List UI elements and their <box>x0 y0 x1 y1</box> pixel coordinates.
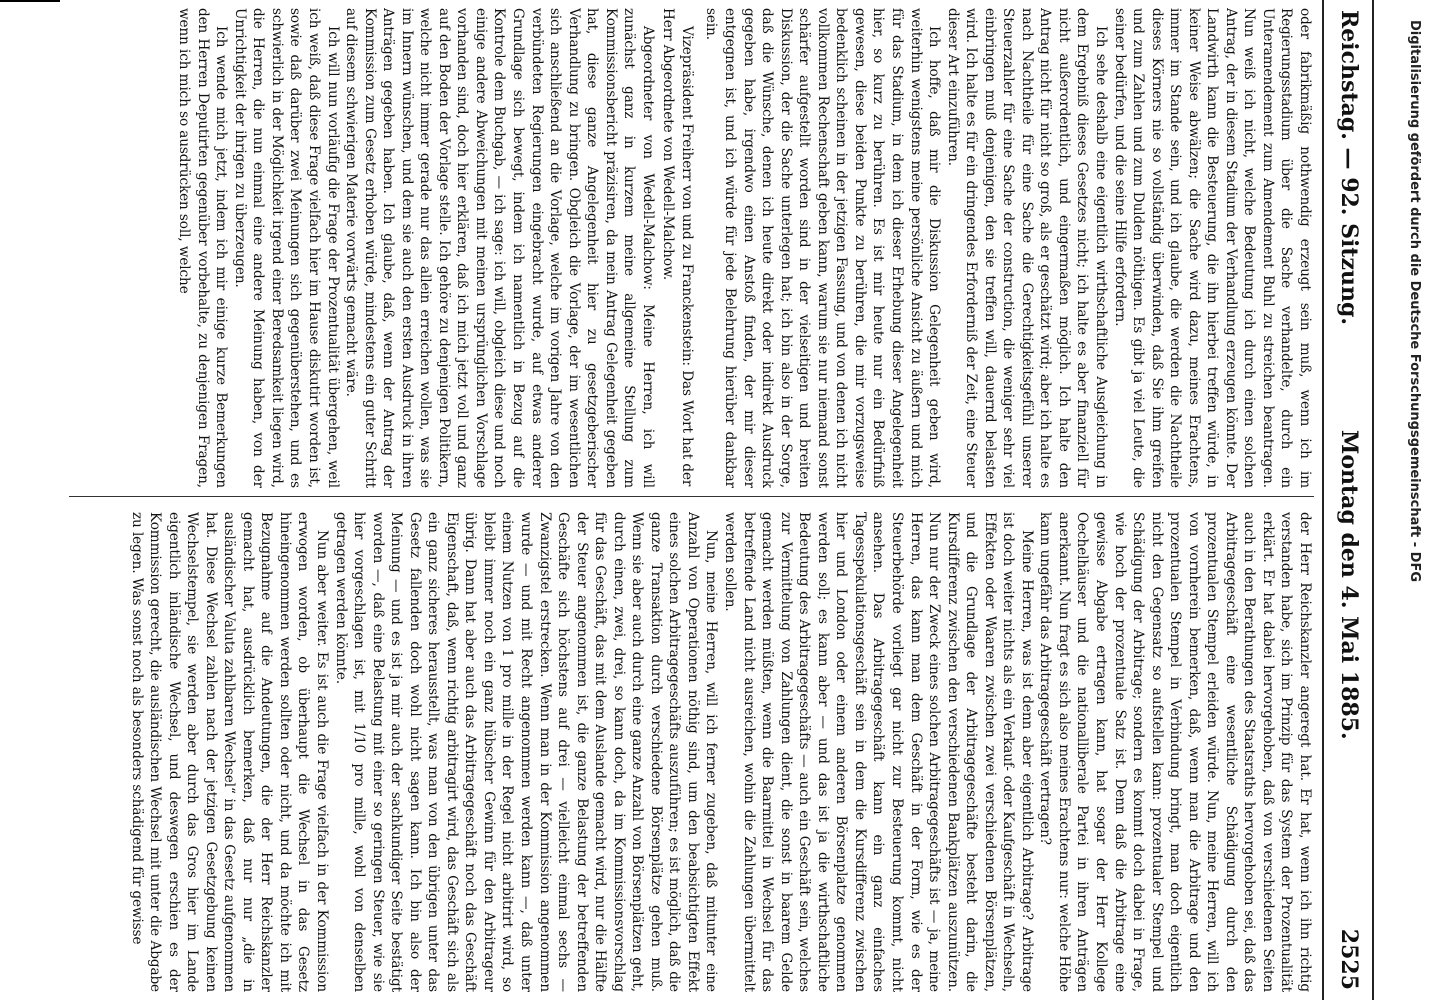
header-bottom-rule <box>1322 0 1324 1000</box>
column-divider <box>69 496 1314 497</box>
right-paragraph-2: Meine Herren, was ist denn aber eigentlich Arbitrage? Arbitrage ist doch weiter nichts als ein Verkauf- oder Kaufgeschäft in Wechseln, Effekten oder Waaren zwischen zwei verschiedenen Börsenplätzen, und die Grundlage der Arbitragegeschäfte besteht darin, die Kursdifferenz zwischen den verschiedenen Bankplätzen auszunützen. Nun nur der Zweck eines solchen Arbitragegeschäfts ist — ja, meine Herren, das kann man dem Geschäft in der Form, wie es der Steuerbehörde vorliegt gar nicht zur Besteuerung kommt, nicht ansehen. Das Arbitragegeschäft kann ein ganz einfaches Tagesspekulationsgeschäft sein in dem die Kursdifferenz zwischen hier und London oder einem anderen Börsenplatze genommen werden soll; es kann aber — und das ist ja die wirthschaftliche Bedeutung des Arbitragegeschäfts — auch ein Geschäft sein, welches zur Vermittelung von Zahlungen dient, die sonst in baarem Gelde gemacht werden müßten, wenn die Baarmittel in Wechsel für das betreffende Land nicht ausreichen, wohin die Zahlungen übermittelt werden sollen. <box>722 512 1035 992</box>
left-paragraph-1: oder fabrikmäßig nothwendig erzeugt sein muß, wenn ich im Regierungsstadium über die Sache verhandelte, durch ein Unteramendement zum Amendement Buhl zu streichen beantragen. Nun weiß ich nicht, welche Bedeutung ich durch einen solchen Antrag, der in diesem Stadium der Verhandlung erzeugen könnte. Der Landwirth kann die Besteuerung, die ihn hierbei treffen würde, in keiner Weise abwälzen; die Sache wird dazu, meines Erachtens, immer im Stande sein, und ich glaube, die werden die Nachtheile dieses Körners nie so vollständig überwinden, daß Sie ihm greifen und zum Zahlen und zum Dulden nöthigen. Es gibt ja viel Leute, die seiner bedürfen, und die seine Hilfe erfordern. <box>1111 8 1313 488</box>
speaker-intro: Vizepräsident Freiherr von und zu Franckenstein: Das Wort hat der Herr Abgeordnete von Wedell-Malchow. <box>660 8 695 487</box>
left-paragraph-2: Ich sehe deshalb eine eigentlich wirthschaftliche Ausgleichung in dem Ergebniß dieses Gesetzes nicht; ich halte es aber finanziell für nicht außerordentlich, und eingermaßen möglich. Ich halte den Antrag nicht für nicht so groß, als er geschätzt wird; aber ich halte es nach Nachtheile für eine Sache die Gerechtigkeitsgefühl unserer Steuerzahler für eine Sache der construction, die weniger sehr viel einbringen muß denjenigen, den sie treffen will, dauernd belasten wird. Ich halte es für ein dringendes Erforderniß der Zeit, eine Steuer dieser Art einzuführen. <box>944 8 1109 488</box>
scanned-page <box>60 0 1380 1000</box>
header-date: Montag den 4. Mai 1885. <box>1336 430 1362 740</box>
page-header <box>1326 0 1366 1000</box>
dfg-credit-text: Digitalisierung gefördert durch die Deutsche Forschungsgemeinschaft - DFG <box>1407 20 1422 583</box>
left-column <box>64 8 1314 488</box>
right-paragraph-1: der Herr Reichskanzler angeregt hat. Er hat, wenn ich ihn richtig verstanden habe, sich im Prinzip für das System der Prozentualität erklärt. Er hat dabei hervorgehoben, daß von verschiedenen Seiten auch in den Berathungen des Staatsraths hervorgehoben sei, daß das Arbitragegeschäft eine wesentliche Schädigung durch den prozentualen Stempel erleiden würde. Nun, meine Herren, will ich von vornherein bemerken, daß, wenn man die Arbitrage und den prozentualen Stempel in Verbindung bringt, man doch eigentlich nicht den Gegensatz so aufstellen kann: prozentualer Stempel und Schädigung der Arbitrage; sondern es kommt doch dabei in Frage, wie hoch der prozentuale Satz ist. Denn daß die Arbitrage eine gewisse Abgabe ertragen kann, hat sogar der Herr Kollege Oechelhäuser und die nationalliberale Partei in ihren Anträgen anerkannt. Nun fragt es sich also meines Erachtens nur: welche Höhe kann ungefähr das Arbitragegeschäft vertragen? <box>1037 512 1313 992</box>
speaker-paragraph-1: Abgeordneter von Wedell-Malchow: Meine Herren, ich will zunächst ganz in kurzem meine allgemeine Stellung zum Kommissionsbericht präzisiren, da mein Antrag Gelegenheit gegeben hat, diese ganze Angelegenheit hier zu gesetzgeberischer Verhandlung zu bringen. Obgleich die Vorlage, der im wesentlichen sich anschließend an die Vorlage, welche im vorigen Jahre von den verbündeten Regierungen eingebracht wurde, auf etwas anderer Grundlage sich bewegt, indem ich namentlich in Bezug auf die Kontrole dem Buchgab, — ich sage: ich will, obgleich diese und noch einige andere Abweichungen mit meinen ursprünglichen Vorschlage vorhanden sind, doch hier erklären, daß ich mich jetzt voll und ganz auf den Boden der Vorlage stelle. Ich gehöre zu denjenigen Politikern, welche nicht immer gerade nur das allein erreichen wollen, was sie im Innern wünschen, und dem sie auch den ersten Ausdruck in ihren Anträgen gegeben haben. Ich glaube, daß, wenn der Antrag der Kommission zum Gesetz erhoben würde, mindestens ein guter Schritt auf diesem schwierigen Materie vorwärts gemacht wäre. <box>343 8 656 488</box>
speaker-paragraph-2: Ich will nun vorläufig die Frage der Prozentualität übergehen, weil ich weiß, daß diese Frage vielfach hier im Hause diskutirt worden ist, sowie daß darüber zwei Meinungen sich gegenüberstehen, und es schwierlich in der Möglichkeit irgend einer Beredsamkeit liegen wird, die Herren, die nun einmal eine andere Meinung haben, von der Unrichtigkeit der ihrigen zu überzeugen. <box>231 8 341 488</box>
header-page-number: 2525 <box>1336 928 1362 990</box>
right-paragraph-3: Nun, meine Herren, will ich ferner zugeben, daß mitunter eine Anzahl von Operationen nöthig sind, um den beabsichtigten Effekt eines solchen Arbitragegeschäfts auszuführen; es ist möglich, daß die ganze Transaktion durch verschiedene Börsenplätze gehen muß. Wenn sie aber auch durch eine ganze Anzahl von Börsenplätzen geht, durch einen, zwei, drei, so kann doch, da im Kommissionsvorschlag für das Geschäft, das mit dem Auslande gemacht wird, nur die Hälfte der Steuer angenommen ist, die ganze Belastung der betreffenden Geschäfte sich höchstens auf drei — vielleicht einmal sechs — Zwanzigstel erstrecken. Wenn man in der Kommission angenommen wurde — und mit Recht angenommen werden kann —, daß unter einem Nutzen von 1 pro mille in der Regel nicht arbitrirt wird, so bleibt immer noch ein ganz hübscher Gewinn für den Arbitrageur übrig. Dann hat aber auch das Arbitragegeschäft noch das Geschäft Eigenschaft, daß, wenn richtig arbitragirt wird, das Geschäft sich als ein ganz sicheres herausstellt, was man von den übrigen unter das Gesetz fallenden doch wohl nicht sagen kann. Ich bin also der Meinung — und es ist ja mir auch der sachkundiger Seite bestätigt worden —, daß eine Belastung mit einer so geringen Steuer, wie sie hier vorgeschlagen ist, mit 1/10 pro mille, wohl von denselben getragen werden könnte. <box>332 512 720 992</box>
left-paragraph-3: Ich hoffe, daß mir die Diskussion Gelegenheit geben wird, weiterhin wenigstens meine persönliche Ansicht zu äußern und mich für das Stadium, in dem ich dieser Erhebung dieser Angelegenheit hier, so kurz zu berühren. Es ist mir heute nur ein Bedürfniß gewesen, diese beiden Punkte zu berühren, die mir vorzugsweise bedenklich scheinen in der jetzigen Fassung, und von denen ich nicht vollkommen Rechenschaft geben kann, warum sie nur niemand sonst schärfer aufgestellt worden sind in der vielseitigen und breiten Diskussion, der die Sache unterlegen hat; ich bin also in der Sorge, daß die Wünsche, denen ich heute direkt oder indirekt Ausdruck gegeben habe, irgendwo einen Anstoß finden, der mir dieser entgegnen ist, und ich würde für jede Belehrung hierüber dankbar sein. <box>703 8 943 488</box>
right-column <box>64 512 1314 992</box>
right-paragraph-4: Nun aber weiter. Es ist auch die Frage vielfach in der Kommission erwogen worden, ob überhaupt die Wechsel in das Gesetz hineingenommen werden sollten oder nicht, und da möchte ich mit Bezugnahme auf die Andeutungen, die der Herr Reichskanzler gemacht hat, ausdrücklich bemerken, daß nur nur „die in ausländischer Valuta zahlbaren Wechsel“ in das Gesetz aufgenommen hat. Diese Wechsel zahlen nach der jetzigen Gesetzgebung keinen Wechselstempel, sie werden aber durch das Gros hier im Lande eigentlich inländische Wechsel, und deswegen erschien es der Kommission gerecht, die ausländischen Wechsel mit unter die Abgabe zu legen. Was sonst noch als besonders schädigend für gewisse <box>128 512 331 992</box>
header-session: Reichstag. — 92. Sitzung. <box>1336 10 1362 326</box>
speaker-paragraph-3: Ich wende mich jetzt, indem ich mir einige kurze Bemerkungen den Herren Deputirten gegenüber vorbehalte, zu denjenigen Fragen, wenn ich mich so ausdrücken soll, welche <box>176 8 230 488</box>
dfg-sidebar <box>1390 0 1430 1000</box>
header-top-rule <box>1372 0 1374 1000</box>
